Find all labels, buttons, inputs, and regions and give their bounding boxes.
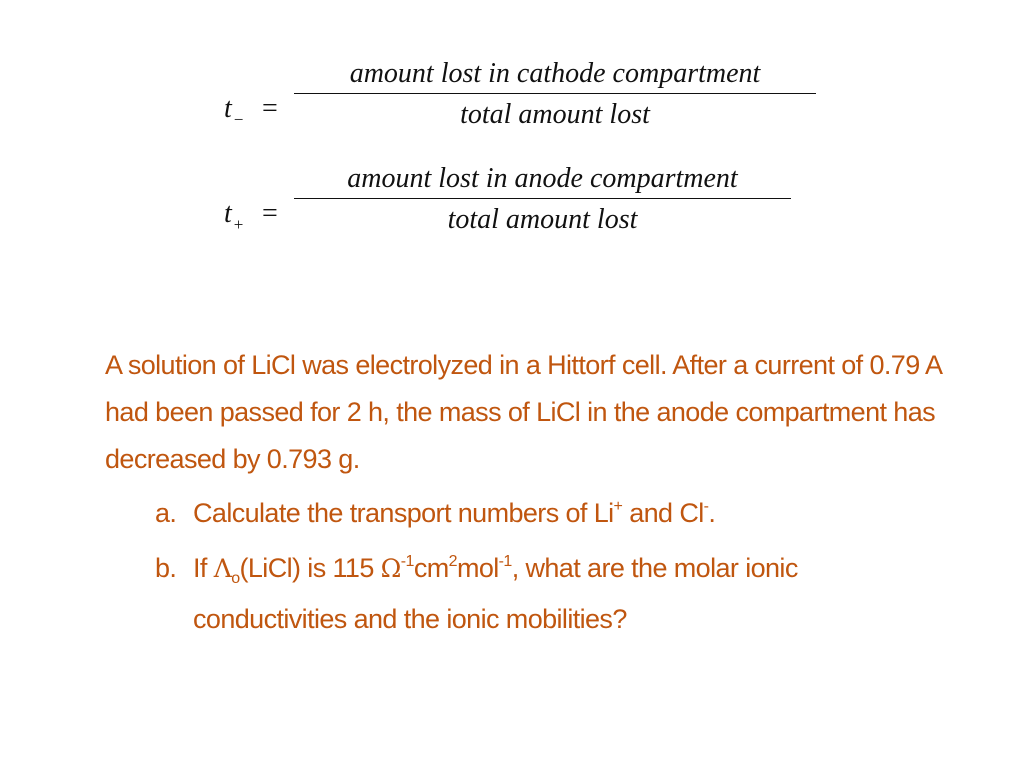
fraction-t-plus bbox=[294, 163, 791, 236]
li-charge-superscript: + bbox=[613, 498, 623, 515]
item-marker-b: b. bbox=[155, 553, 177, 583]
denominator-total: total amount lost bbox=[460, 99, 650, 130]
cm-superscript: 2 bbox=[448, 553, 457, 570]
item-b-text-part: If bbox=[193, 553, 214, 583]
t-symbol: t bbox=[224, 198, 232, 229]
minus-subscript: − bbox=[233, 110, 244, 129]
item-b-text-part: (LiCl) is 115 bbox=[239, 553, 381, 583]
equals-sign: = bbox=[262, 198, 278, 229]
cl-charge-superscript: - bbox=[703, 498, 709, 515]
problem-statement bbox=[105, 342, 965, 483]
mol-superscript: -1 bbox=[498, 553, 512, 570]
omega-symbol: Ω bbox=[380, 554, 401, 583]
item-a-text-part: Calculate the transport numbers of Li bbox=[193, 498, 614, 528]
fraction-bar bbox=[294, 93, 816, 94]
item-a-text-part: . bbox=[708, 498, 716, 528]
problem-text: A solution of LiCl was electrolyzed in a Hittorf cell. After a current of 0.79 A had been passed for 2 h, the mass of LiCl in the anode compartment has decreased by 0.793 g. bbox=[105, 350, 941, 474]
item-marker-a: a. bbox=[155, 498, 177, 528]
item-b-text bbox=[193, 545, 933, 643]
fraction-bar bbox=[294, 198, 791, 199]
lambda-subscript: o bbox=[231, 570, 240, 587]
item-a-text bbox=[193, 490, 933, 541]
item-a-text-part: and Cl bbox=[622, 498, 704, 528]
omega-superscript: -1 bbox=[400, 553, 414, 570]
numerator-cathode: amount lost in cathode compartment bbox=[349, 58, 761, 89]
t-plus-symbol bbox=[224, 198, 244, 234]
fraction-t-minus bbox=[294, 58, 816, 131]
item-b-text-part: , what are the molar ionic conductivities and the ionic mobilities? bbox=[193, 553, 798, 634]
numerator-anode: amount lost in anode compartment bbox=[347, 163, 738, 194]
equals-sign: = bbox=[262, 93, 278, 124]
denominator-total: total amount lost bbox=[447, 204, 638, 235]
plus-subscript: + bbox=[233, 215, 244, 234]
item-b-text-part: mol bbox=[456, 553, 499, 583]
t-symbol: t bbox=[224, 93, 232, 124]
t-minus-symbol bbox=[224, 93, 244, 129]
item-b-text-part: cm bbox=[413, 553, 449, 583]
lambda-symbol: Λ bbox=[213, 554, 232, 583]
